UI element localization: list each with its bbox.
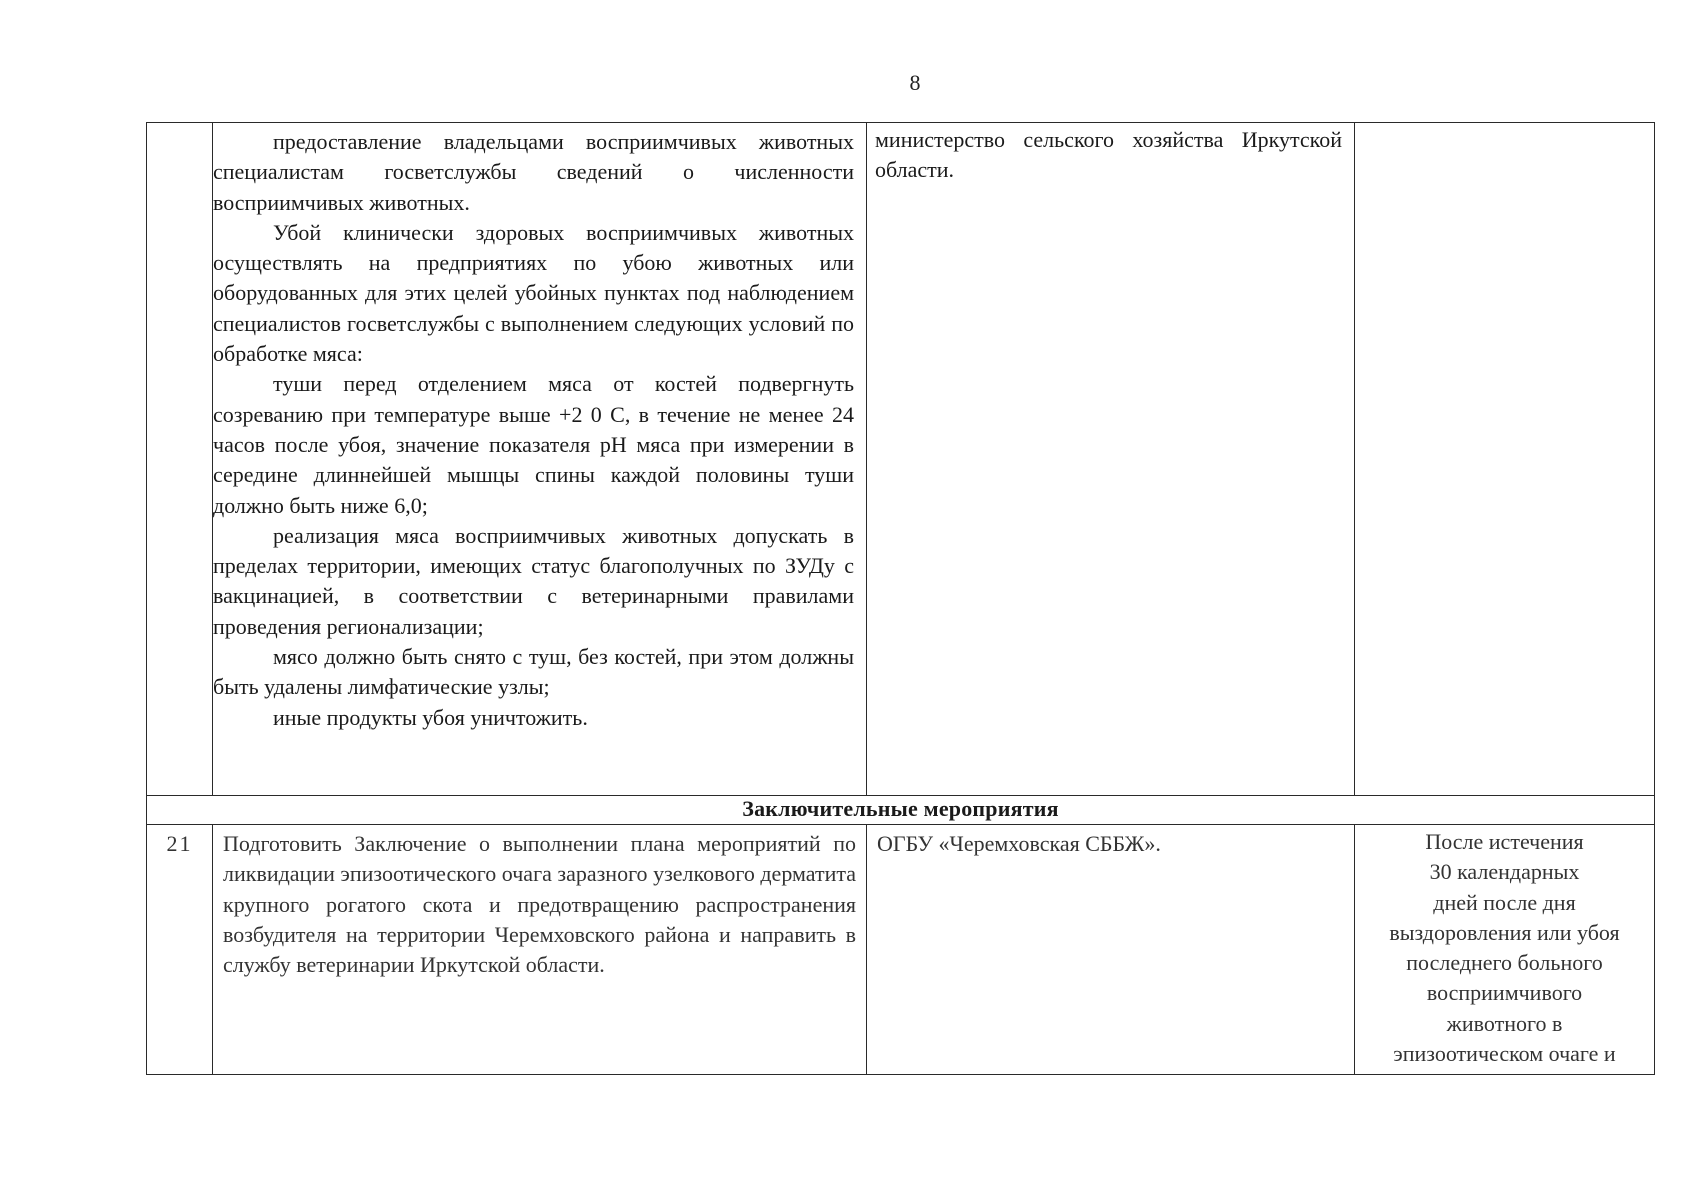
term-line: выздоровления или убоя [1389, 919, 1620, 945]
term-line: дней после дня [1433, 889, 1576, 915]
section-heading-row [147, 796, 1655, 825]
term-cell [1355, 825, 1655, 1075]
term-line: После истечения [1425, 829, 1584, 854]
action-cell [213, 825, 867, 1075]
term-line: восприимчивого [1426, 980, 1583, 1006]
term-line: 30 календарных [1429, 859, 1580, 885]
section-heading: Заключительные мероприятия [147, 796, 1655, 825]
table-row-21 [147, 825, 1655, 1075]
responsible-cell: ОГБУ «Черемховская СББЖ». [867, 825, 1355, 1075]
term-line: животного в [1446, 1010, 1563, 1036]
term-line: эпизоотическом очаге и [1393, 1041, 1616, 1067]
action-paragraph: мясо должно быть снято с туш, без костей, при этом должны быть удалены лимфатические узлы; [213, 644, 854, 700]
measures-table [146, 122, 1655, 1075]
action-paragraph: Убой клинически здоровых восприимчивых животных осуществлять на предприятиях по убою животных или оборудованных для этих целей убойных пунктах под наблюдением специалистов госветслужбы с выполнением следующих условий по обработке мяса: [213, 219, 854, 367]
action-paragraph: иные продукты убоя уничтожить. [273, 704, 588, 730]
action-paragraph: реализация мяса восприимчивых животных допускать в пределах территории, имеющих статус благополучных по ЗУДу с вакцинацией, в соответствии с ветеринарными правилами проведения регионализации; [213, 522, 854, 639]
term-cell [1355, 123, 1655, 796]
action-cell [213, 123, 867, 796]
action-paragraph: предоставление владельцами восприимчивых животных специалистам госветслужбы сведений о численности восприимчивых животных. [213, 129, 854, 215]
row-number-cell: 21 [147, 825, 213, 1075]
table-row-continued [147, 123, 1655, 796]
row-number-cell [147, 123, 213, 796]
action-text: Подготовить Заключение о выполнении плана мероприятий по ликвидации эпизоотического очага заразного узелкового дерматита крупного рогатого скота и предотвращению распространения возбудителя на территории Черемховского района и направить в службу ветеринарии Иркутской области. [223, 831, 856, 978]
term-line: последнего больного [1406, 950, 1603, 976]
responsible-cell [867, 123, 1355, 796]
page-number: 8 [909, 70, 921, 95]
action-paragraph: туши перед отделением мяса от костей подвергнуть созреванию при температуре выше +2 0 С, в течение не менее 24 часов после убоя, значение показателя pH мяса при измерении в середине длиннейшей мышцы спины каждой половины туши должно быть ниже 6,0; [213, 371, 854, 518]
responsible-text: министерство сельского хозяйства Иркутской области. [875, 127, 1342, 183]
